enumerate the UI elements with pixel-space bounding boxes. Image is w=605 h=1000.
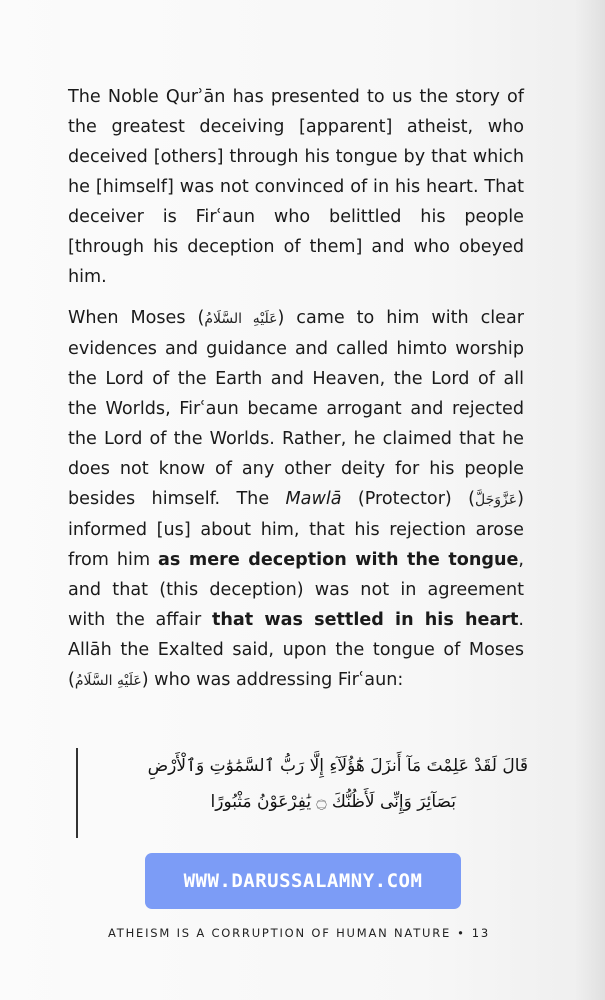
quran-verse-line-2: بَصَآئِرَ وَإِنِّى لَأَظُنُّكَ ۝ يَٰفِرْعَوْنُ مَثْبُورًا [210,792,456,812]
website-watermark [145,853,461,909]
emphasis-deception: as mere deception with the tongue [158,550,519,570]
honorific-alayhis-salam-1: عَلَيْهِ السَّلَامُ [204,311,278,327]
p2-text-2: ) came to him with clear evidences and guidance and called himto worship the Lord of the Earth and Heaven, the Lord of all the Worlds, Firʿaun became arrogant and rejected the Lord of the Worlds. Rather, he claimed that he does not know of any other deity for his people besides himself. The [68,308,524,509]
page-footer [108,926,508,940]
p2-text-4: ) informed [us] about him, that his rejection arose from him [68,489,524,570]
page-edge-shadow [575,0,605,1000]
p2-text-3: (Protector) ( [341,489,475,509]
honorific-azza-wa-jall: عَزَّوَجَلَّ [475,492,518,508]
mawla-term: Mawlā [285,489,342,509]
p2-text-6: . Allāh the Exalted said, upon the tongue of Moses ( [68,610,524,690]
body-text [68,82,524,696]
footer-separator: • [457,926,466,940]
honorific-alayhis-salam-2: عَلَيْهِ السَّلَامُ [74,673,142,689]
page-number: 13 [471,926,490,940]
paragraph-1: The Noble Qurʾān has presented to us the story of the greatest deceiving [apparent] atheist, who deceived [others] through his tongue by that which he [himself] was not convinced of in his heart. That deceiver is Firʿaun who belittled his people [through his deception of them] and who obeyed him. [68,87,524,287]
p2-text-7: ) who was addressing Firʿaun: [141,670,404,690]
paragraph-2 [68,303,524,696]
quran-quote-block [76,748,528,838]
p2-text-5: , and that (this deception) was not in agreement with the affair [68,550,525,630]
running-title: ATHEISM IS A CORRUPTION OF HUMAN NATURE [108,926,452,940]
watermark-text: WWW.DARUSSALAMNY.COM [183,870,423,892]
p2-text-1: When Moses ( [68,308,205,328]
quran-verse-line-1: قَالَ لَقَدْ عَلِمْتَ مَآ أَنزَلَ هَٰٓؤُلَآءِ إِلَّا رَبُّ ٱلسَّمَٰوَٰتِ وَٱلْأَرْضِ [147,756,528,776]
emphasis-heart: that was settled in his heart [211,610,519,630]
